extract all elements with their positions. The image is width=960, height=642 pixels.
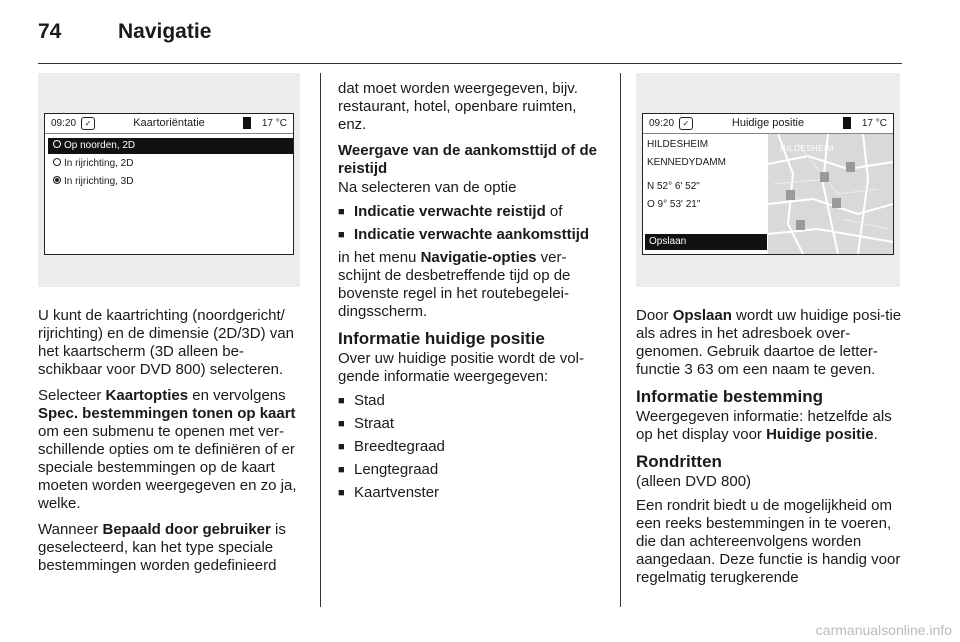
- text: .: [873, 426, 878, 443]
- list-item: ■ Kaartvenster: [338, 484, 608, 502]
- column-divider-1: [320, 73, 321, 607]
- option-label: In rijrichting, 2D: [64, 158, 134, 169]
- longitude-value: O 9° 53' 21": [647, 199, 701, 210]
- text: en vervolgens: [188, 387, 286, 404]
- column-3: [636, 307, 906, 595]
- city-value: HILDESHEIM: [647, 139, 709, 150]
- paragraph: Over uw huidige positie wordt de vol-gende informatie weergegeven:: [338, 350, 584, 385]
- settings-icon: ✓: [679, 117, 693, 130]
- display-screen: [44, 113, 294, 255]
- menu-term: Huidige positie: [766, 426, 874, 443]
- option-label: In rijrichting, 3D: [64, 176, 134, 187]
- subheading: Weergave van de aankomsttijd of de reistijd: [338, 142, 597, 177]
- paragraph: [38, 521, 306, 575]
- text: is geselecteerd, kan het type speciale bestemmingen worden gedefinieerd: [38, 521, 286, 574]
- phone-icon: [243, 117, 251, 129]
- map-city-label: HILDESHEIM: [780, 144, 834, 153]
- paragraph: [636, 307, 906, 379]
- paragraph: [338, 80, 608, 134]
- list-item: [338, 203, 608, 221]
- section-heading: Informatie huidige positie: [338, 329, 545, 348]
- option-list: [338, 203, 608, 244]
- paragraph: (alleen DVD 800): [636, 473, 752, 490]
- text: dat moet worden weergegeven, bijv. restaurant, hotel, openbare ruimten, enz.: [338, 80, 578, 133]
- text: om een submenu te openen met ver-schillende opties om te definiëren of er speciale bestemmingen op de kaart moeten worden weergegeven en zo ja, welke.: [38, 423, 297, 512]
- radio-selected-icon: [53, 176, 61, 184]
- menu-term: Opslaan: [672, 307, 732, 324]
- section-heading: Informatie bestemming: [636, 387, 824, 406]
- phone-icon: [843, 117, 851, 129]
- text: wordt uw huidige posi-tie als adres in het adresboek over-genomen. Gebruik daartoe de letter-functie: [636, 307, 902, 378]
- paragraph: Na selecteren van de optie: [338, 179, 517, 196]
- list-item: ■ Stad: [338, 392, 608, 410]
- list-item: ■ Breedtegraad: [338, 438, 608, 456]
- menu-term: Spec. bestemmingen tonen op kaart: [38, 405, 296, 422]
- text: ver-schijnt de desbetreffende tijd op de bovenste regel in het routebegelei-dingsscherm.: [338, 249, 571, 320]
- watermark: carmanualsonline.info: [815, 622, 952, 638]
- option-heading-3d[interactable]: [48, 174, 133, 190]
- status-bar: [643, 114, 893, 134]
- text: Weergegeven informatie: hetzelfde als op het display voor: [636, 408, 892, 443]
- street-value: KENNEDYDAMM: [647, 157, 726, 168]
- screen-title: Huidige positie: [731, 117, 805, 129]
- text: of: [545, 203, 563, 220]
- text: U kunt de kaartrichting (noordgericht/ rijrichting) en de dimensie (2D/3D) van het kaartscherm (3D alleen be-schikbaar voor DVD 800) selecteren.: [38, 307, 294, 378]
- paragraph: Een rondrit biedt u de mogelijkheid om een reeks bestemmingen in te voeren, die dan achtereenvolgens worden aangedaan. Deze functie is handig voor regelmatig terugkerende: [636, 497, 901, 586]
- menu-term: Kaartopties: [105, 387, 189, 404]
- column-2: [338, 80, 608, 507]
- display-screen: [642, 113, 894, 255]
- text: Door: [636, 307, 673, 324]
- option-label: Op noorden, 2D: [64, 140, 136, 151]
- temperature: 17 °C: [261, 118, 287, 129]
- map-window[interactable]: [768, 134, 893, 254]
- status-bar: [45, 114, 293, 134]
- text: Selecteer: [38, 387, 106, 404]
- figure-map-orientation: [38, 73, 300, 287]
- radio-icon: [53, 158, 61, 166]
- latitude-value: N 52° 6' 52": [647, 181, 700, 192]
- radio-icon: [53, 140, 61, 148]
- text: Wanneer: [38, 521, 103, 538]
- page-title: Navigatie: [118, 20, 212, 43]
- menu-term: Indicatie verwachte reistijd: [354, 203, 546, 220]
- header-rule: [38, 63, 902, 64]
- page-header: [38, 20, 212, 44]
- save-button[interactable]: Opslaan: [645, 234, 767, 250]
- clock: 09:20: [649, 118, 675, 129]
- paragraph: [338, 249, 608, 321]
- page-reference-icon: 3: [684, 361, 693, 378]
- page-number: 74: [38, 20, 62, 43]
- text: 63 om een naam te geven.: [692, 361, 876, 378]
- figure-current-position: [636, 73, 900, 287]
- paragraph: [38, 307, 306, 379]
- paragraph: [636, 408, 906, 444]
- paragraph: [38, 387, 306, 513]
- menu-term: Bepaald door gebruiker: [102, 521, 271, 538]
- clock: 09:20: [51, 118, 77, 129]
- menu-term: Indicatie verwachte aankomsttijd: [354, 226, 590, 243]
- menu-term: Navigatie-opties: [420, 249, 537, 266]
- column-divider-2: [620, 73, 621, 607]
- text: in het menu: [338, 249, 421, 266]
- screen-title: Kaartoriëntatie: [133, 117, 205, 129]
- option-heading-2d[interactable]: [48, 156, 133, 172]
- info-list: [338, 392, 608, 502]
- option-north-2d[interactable]: [48, 138, 293, 154]
- temperature: 17 °C: [861, 118, 887, 129]
- column-1: [38, 307, 306, 583]
- list-item: ■ Lengtegraad: [338, 461, 608, 479]
- settings-icon: ✓: [81, 117, 95, 130]
- section-heading: Rondritten: [636, 452, 722, 471]
- list-item: [338, 226, 608, 244]
- list-item: ■ Straat: [338, 415, 608, 433]
